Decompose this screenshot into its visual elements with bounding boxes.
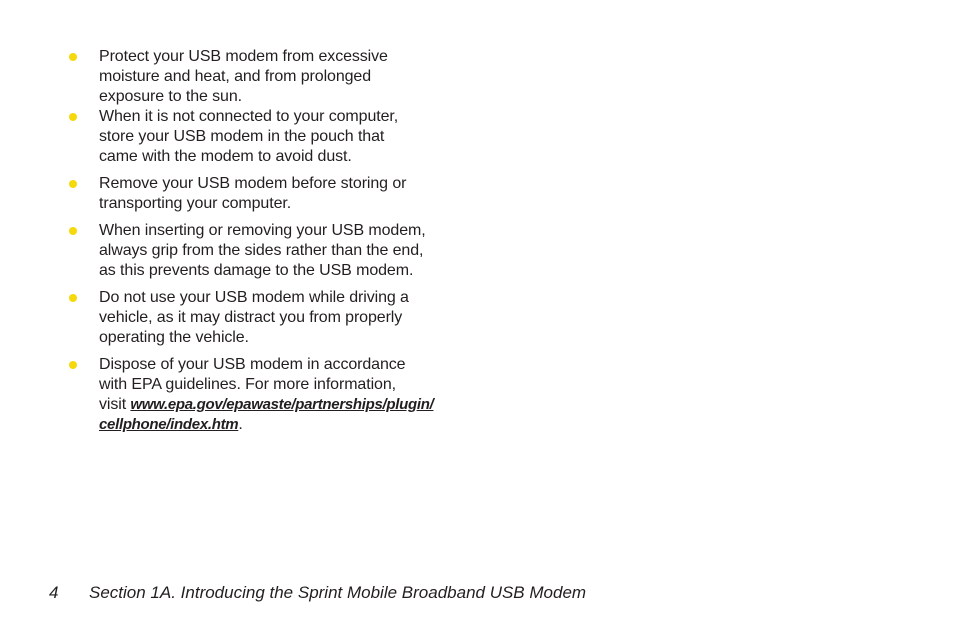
epa-link[interactable]: www.epa.gov/epawaste/partnerships/plugin/ cellphone/index.htm [99,396,434,433]
list-item: When it is not connected to your computer, store your USB modem in the pouch that came with the modem to avoid dust. [68,107,468,167]
page-number: 4 [49,583,59,602]
list-item: Protect your USB modem from excessive moisture and heat, and from prolonged exposure to the sun. [68,47,468,107]
bullet-list [68,47,468,435]
bullet-dot-icon [69,361,77,369]
list-item: Remove your USB modem before storing or transporting your computer. [68,174,468,214]
bullet-dot-icon [69,180,77,188]
list-item: When inserting or removing your USB modem, always grip from the sides rather than the end, as this prevents damage to the USB modem. [68,221,468,281]
bullet-dot-icon [69,294,77,302]
bullet-dot-icon [69,53,77,61]
list-item: Do not use your USB modem while driving a vehicle, as it may distract you from properly operating the vehicle. [68,288,468,348]
page-footer [49,583,586,603]
list-item: Dispose of your USB modem in accordance with EPA guidelines. For more information, visit www.epa.gov/epawaste/partnerships/plugin/ cellphone/index.htm. [68,355,468,435]
bullet-dot-icon [69,113,77,121]
bullet-dot-icon [69,227,77,235]
section-title: Section 1A. Introducing the Sprint Mobile Broadband USB Modem [89,583,587,602]
